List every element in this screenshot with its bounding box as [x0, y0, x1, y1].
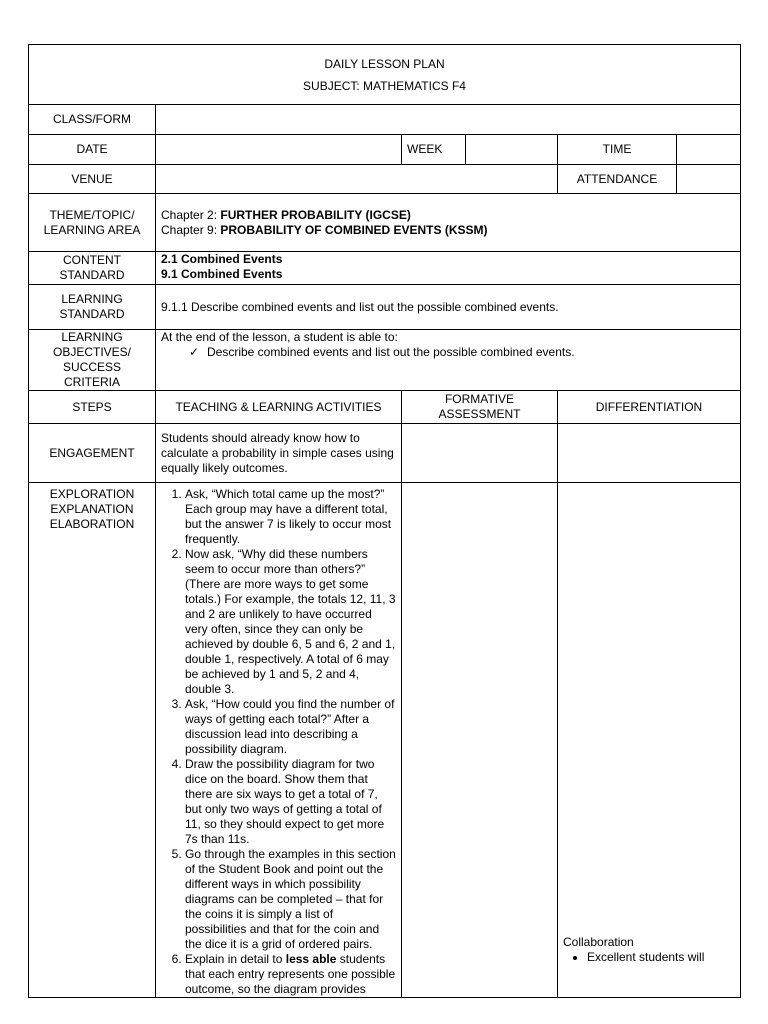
steps-header: STEPS — [29, 391, 156, 424]
elaboration-label: ELABORATION — [49, 517, 135, 531]
activity-6-before: Explain in detail to — [185, 952, 286, 966]
activity-item: 4. Draw the possibility diagram for two dice on the board. Show them that there are six ways to get a total of 7, but only two ways of getting a total of 11, so they should expect to get more 7s than 11s. — [185, 757, 396, 847]
learning-standard-value: 9.1.1 Describe combined events and list out the possible combined events. — [156, 285, 741, 330]
chapter-9-title: PROBABILITY OF COMBINED EVENTS (KSSM) — [220, 222, 488, 237]
engagement-formative — [402, 424, 558, 483]
theme-value — [156, 194, 741, 252]
chapter-9-prefix: Chapter 9: — [161, 222, 221, 237]
subject-title: SUBJECT: MATHEMATICS F4 — [303, 78, 466, 93]
venue-label: VENUE — [29, 165, 156, 194]
attendance-value — [677, 165, 741, 194]
week-value — [466, 135, 558, 165]
learning-standard-label: LEARNING STANDARD — [29, 285, 156, 330]
activity-6-bold: less able — [285, 952, 337, 966]
lesson-plan-table — [28, 44, 741, 998]
week-label: WEEK — [402, 135, 466, 165]
time-label: TIME — [558, 135, 677, 165]
objectives-value — [156, 330, 741, 391]
activities-header: TEACHING & LEARNING ACTIVITIES — [156, 391, 402, 424]
exploration-formative — [402, 483, 558, 998]
header-cell — [29, 45, 741, 105]
date-value — [156, 135, 402, 165]
chapter-2-line — [161, 208, 735, 223]
exploration-label-cell — [29, 483, 156, 998]
content-standard-value — [156, 252, 741, 285]
activities-list — [161, 487, 396, 997]
explanation-label: EXPLANATION — [50, 502, 134, 516]
formative-header: FORMATIVE ASSESSMENT — [402, 391, 558, 424]
differentiation-header: DIFFERENTIATION — [558, 391, 741, 424]
activity-item: 2. Now ask, “Why did these numbers seem to occur more than others?” (There are more ways to get some totals.) For example, the totals 12, 11, 3 and 2 are unlikely to have occurred very often, since they can only be achieved by double 6, 5 and 6, 2 and 1, double 1, respectively. A total of 6 may be achieved by 1 and 5, 2 and 4, double 3. — [185, 547, 396, 697]
exploration-label: EXPLORATION — [49, 487, 135, 501]
chapter-9-line — [161, 223, 735, 238]
date-label: DATE — [29, 135, 156, 165]
activity-6-after: students that each entry represents one possible outcome, so the diagram provides — [185, 952, 396, 996]
time-value — [677, 135, 741, 165]
engagement-differentiation — [558, 424, 741, 483]
content-standard-line-1: 2.1 Combined Events — [161, 252, 283, 266]
attendance-label: ATTENDANCE — [558, 165, 677, 194]
activity-item: 1. Ask, “Which total came up the most?” Each group may have a different total, but the answer 7 is likely to occur most frequently. — [185, 487, 396, 547]
engagement-text: Students should already know how to calculate a probability in simple cases using equally likely outcomes. — [156, 424, 402, 483]
activity-item — [185, 952, 396, 997]
content-standard-line-2: 9.1 Combined Events — [161, 267, 283, 281]
document-title: DAILY LESSON PLAN — [324, 56, 445, 71]
activity-item: 3. Ask, “How could you find the number of ways of getting each total?” After a discussion lead into describing a possibility diagram. — [185, 697, 396, 757]
theme-label: THEME/TOPIC/ LEARNING AREA — [29, 194, 156, 252]
venue-value — [156, 165, 558, 194]
content-standard-label: CONTENT STANDARD — [29, 252, 156, 285]
activity-item: 5. Go through the examples in this section of the Student Book and point out the different ways in which possibility diagrams can be completed – that for the coins it is simply a list of possibilities and that for the coin and the dice it is a grid of ordered pairs. — [185, 847, 396, 952]
collaboration-heading: Collaboration — [563, 935, 634, 949]
chapter-2-title: FURTHER PROBABILITY (IGCSE) — [220, 207, 411, 222]
objectives-list — [161, 345, 735, 360]
activities-cell — [156, 483, 402, 998]
objectives-label: LEARNING OBJECTIVES/ SUCCESS CRITERIA — [29, 330, 156, 391]
class-form-value — [156, 105, 741, 135]
engagement-label: ENGAGEMENT — [29, 424, 156, 483]
objective-item: ✓ Describe combined events and list out the possible combined events. — [189, 345, 735, 360]
differentiation-cell — [558, 483, 741, 998]
chapter-2-prefix: Chapter 2: — [161, 207, 221, 222]
differentiation-item: • Excellent students will — [587, 950, 735, 965]
class-form-label: CLASS/FORM — [29, 105, 156, 135]
objectives-intro: At the end of the lesson, a student is able to: — [161, 330, 398, 344]
differentiation-list — [563, 950, 735, 965]
